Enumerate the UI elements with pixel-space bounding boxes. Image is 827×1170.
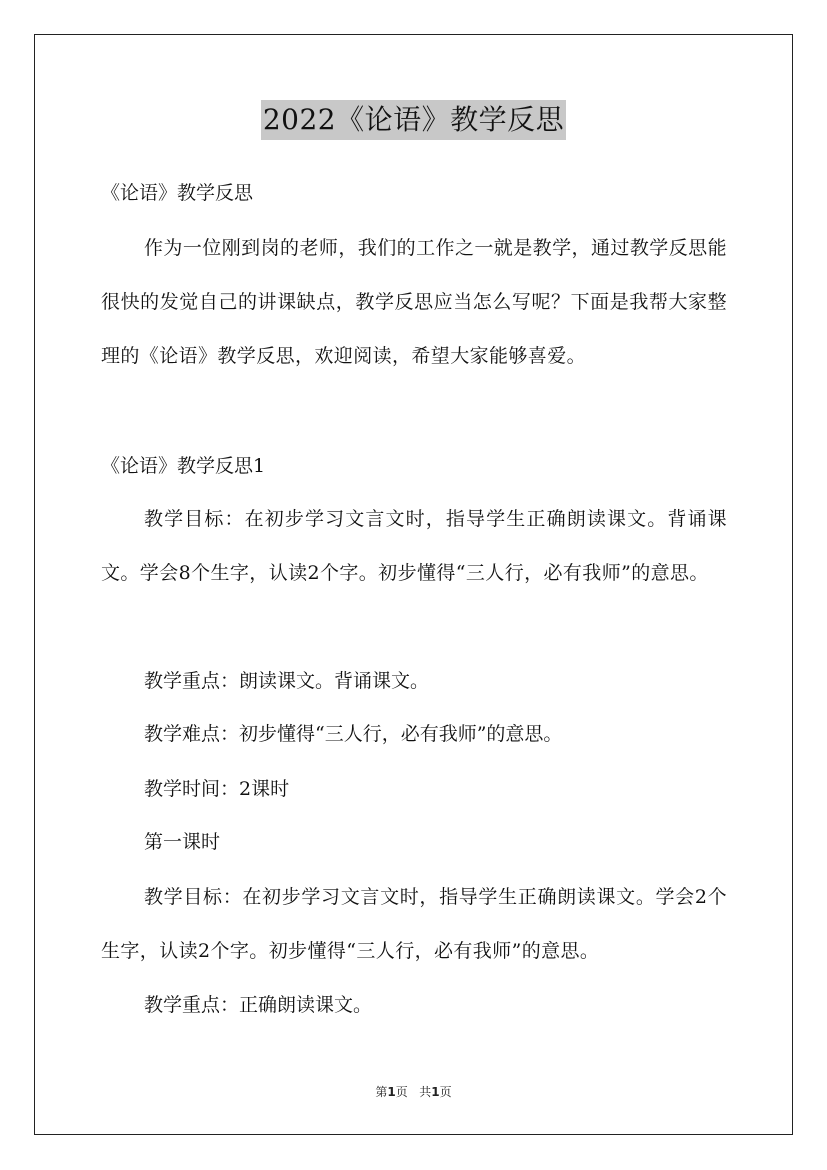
document-title-wrap [0, 100, 827, 140]
intro-paragraph: 作为一位刚到岗的老师，我们的工作之一就是教学，通过教学反思能很快的发觉自己的讲课缺点，教学反思应当怎么写呢？下面是我帮大家整理的《论语》教学反思，欢迎阅读，希望大家能够喜爱。 [101, 237, 727, 367]
lesson-1-key-point: 教学重点：正确朗读课文。 [144, 994, 373, 1016]
page-footer [0, 1083, 827, 1101]
document-subtitle: 《论语》教学反思 [101, 182, 254, 204]
teaching-time: 教学时间：2课时 [144, 778, 290, 800]
footer-total-suffix: 页 [439, 1085, 452, 1099]
footer-page-suffix: 页 [395, 1085, 408, 1099]
teaching-key-point: 教学重点：朗读课文。背诵课文。 [144, 670, 430, 692]
footer-page-number: 1 [387, 1085, 396, 1099]
footer-page-prefix: 第 [375, 1085, 388, 1099]
section-heading-1: 《论语》教学反思1 [101, 455, 266, 477]
teaching-difficulty: 教学难点：初步懂得“三人行，必有我师”的意思。 [144, 723, 563, 745]
lesson-1-heading: 第一课时 [144, 831, 221, 853]
lesson-1-goal-paragraph: 教学目标：在初步学习文言文时，指导学生正确朗读课文。学会2个生字，认读2个字。初步懂得“三人行，必有我师”的意思。 [101, 886, 727, 962]
teaching-goal-paragraph: 教学目标：在初步学习文言文时，指导学生正确朗读课文。背诵课文。学会8个生字，认读2个字。初步懂得“三人行，必有我师”的意思。 [101, 508, 727, 584]
footer-total-number: 1 [431, 1085, 440, 1099]
document-title: 2022《论语》教学反思 [261, 100, 566, 140]
footer-total-prefix: 共 [419, 1085, 432, 1099]
